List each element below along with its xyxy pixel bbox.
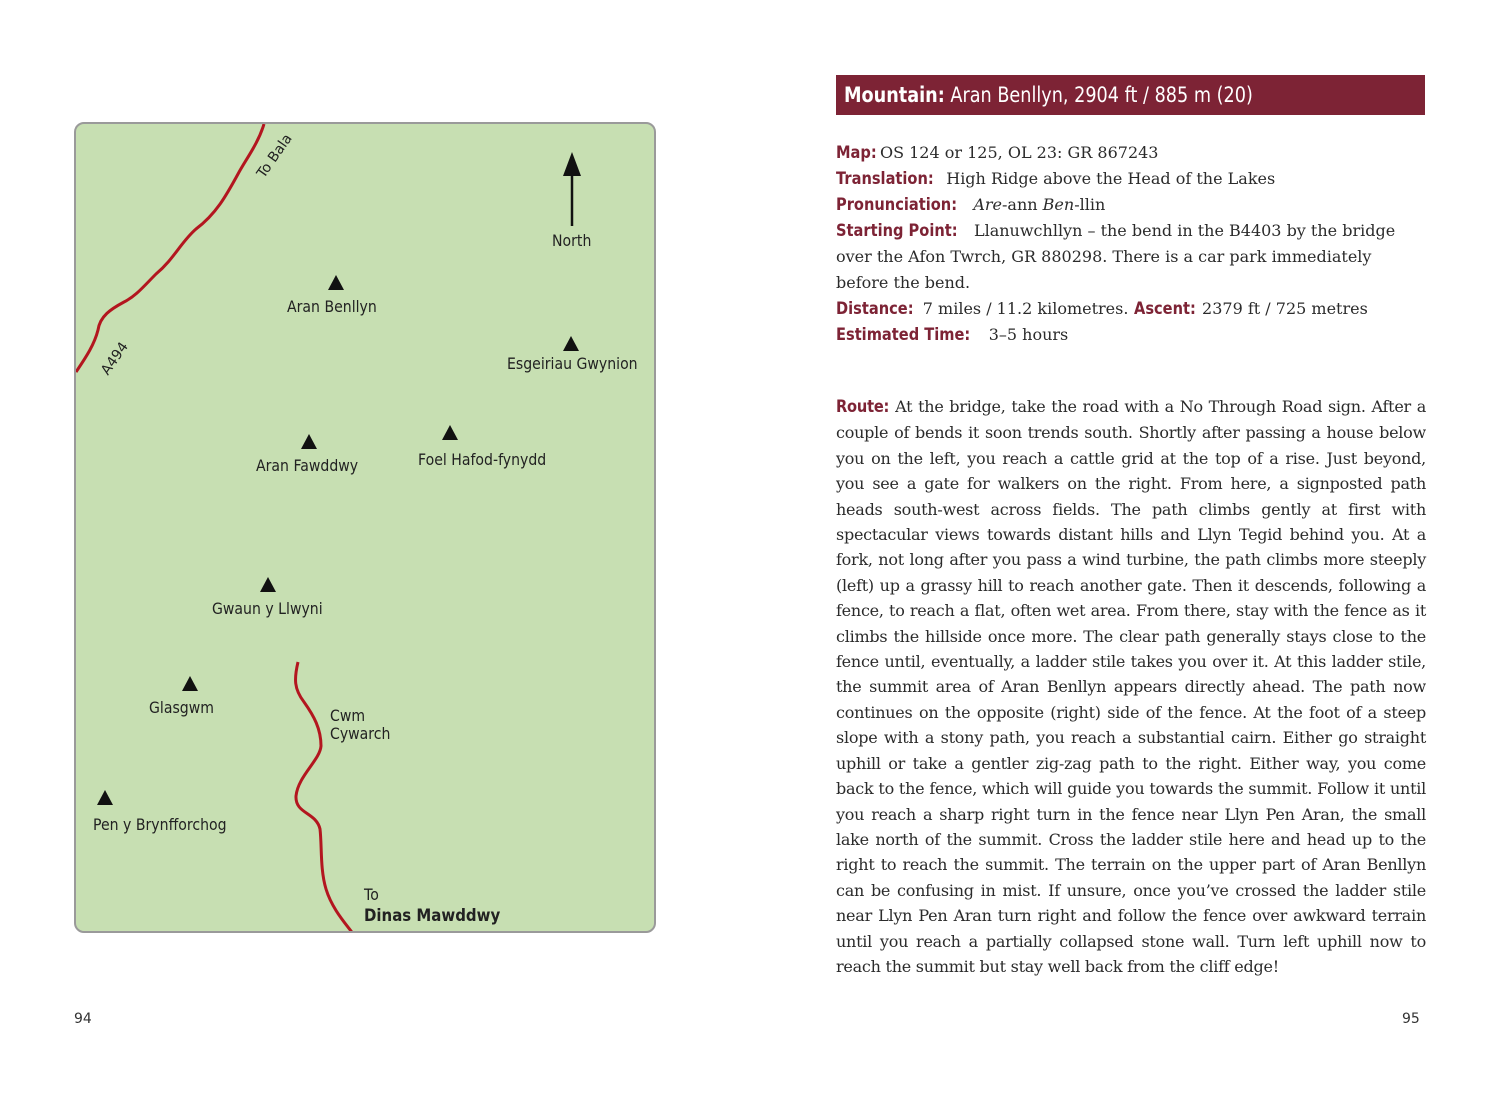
road-label-dinas-mawddwy: Dinas Mawddwy [364, 906, 501, 926]
peak-label: Gwaun y Llwyni [212, 599, 323, 618]
fact-distance [836, 296, 1426, 322]
valley-label-cwm: Cwm [330, 706, 366, 725]
page-number-right: 95 [1402, 1011, 1420, 1027]
peak-label: Pen y Brynfforchog [93, 815, 227, 834]
peak-icon [260, 577, 276, 592]
north-label: North [552, 231, 592, 250]
north-arrow-icon [563, 152, 581, 176]
road-label-a494: A494 [98, 339, 132, 379]
route-description [836, 394, 1426, 979]
fact-value: 7 miles / 11.2 kilometres. [922, 299, 1129, 318]
valley-label-cywarch: Cywarch [330, 724, 391, 743]
fact-value [973, 195, 1105, 214]
fact-translation [836, 166, 1426, 192]
pron-part: Are [973, 195, 1003, 214]
title-value: Aran Benllyn, 2904 ft / 885 m (20) [950, 83, 1253, 107]
peak-icon [563, 336, 579, 351]
peak-icon [301, 434, 317, 449]
peak-label: Aran Benllyn [287, 297, 377, 316]
peak-icon [328, 275, 344, 290]
road-cwm-cywarch [296, 662, 354, 933]
peak-label: Esgeiriau Gwynion [507, 354, 638, 373]
fact-value: OS 124 or 125, OL 23: GR 867243 [879, 143, 1159, 162]
fact-value: 2379 ft / 725 metres [1202, 299, 1368, 318]
fact-label: Starting Point: [836, 221, 958, 241]
fact-map [836, 140, 1426, 166]
fact-value: 3–5 hours [988, 325, 1069, 344]
fact-label: Estimated Time: [836, 325, 971, 345]
fact-label: Pronunciation: [836, 195, 958, 215]
right-page [750, 0, 1500, 1094]
fact-label: Translation: [836, 169, 934, 189]
fact-label: Ascent: [1133, 299, 1196, 319]
peak-label: Foel Hafod-fynydd [418, 450, 547, 469]
title-bar [836, 75, 1425, 115]
fact-value: High Ridge above the Head of the Lakes [946, 169, 1276, 188]
fact-value: Llanuwchllyn – the bend in the B4403 by the bridge over the Afon Twrch, GR 880298. There is a car park immediately before the bend. [836, 221, 1396, 292]
route-map [74, 122, 656, 933]
peak-icon [97, 790, 113, 805]
road-label-to: To [364, 885, 379, 904]
road-a494 [76, 124, 264, 372]
pron-part: Ben [1042, 195, 1075, 214]
fact-pronunciation [836, 192, 1426, 218]
peak-icon [442, 425, 458, 440]
fact-label: Map: [836, 143, 877, 163]
peak-label: Aran Fawddwy [256, 456, 359, 475]
facts-block [836, 140, 1426, 348]
peak-icon [182, 676, 198, 691]
fact-estimated-time [836, 322, 1426, 348]
pron-part: -llin [1074, 195, 1106, 214]
page-number-left: 94 [74, 1011, 92, 1027]
pron-part: -ann [1002, 195, 1043, 214]
fact-starting-point [836, 218, 1426, 296]
road-label-to-bala: To Bala [254, 131, 296, 182]
route-text: At the bridge, take the road with a No Through Road sign. After a couple of bends it soon trends south. Shortly after passing a house below you on the left, you reach a cattle grid at the top of a rise. Just beyond, you see a gate for walkers on the right. From here, a signposted path heads south-west across fields. The path climbs gently at first with spectacular views towards distant hills and Llyn Tegid behind you. At a fork, not long after you pass a wind turbine, the path climbs more steeply (left) up a grassy hill to reach another gate. Then it descends, following a fence, to reach a flat, often wet area. From there, stay with the fence as it climbs the hillside once more. The clear path generally stays close to the fence until, eventually, a ladder stile takes you over it. At this ladder stile, the summit area of Aran Benllyn appears directly ahead. The path now continues on the opposite (right) side of the fence. At the foot of a steep slope with a stony path, you reach a substantial cairn. Either go straight uphill or take a gentler zig-zag path to the right. Either way, you come back to the fence, which will guide you towards the summit. Follow it until you reach a sharp right turn in the fence near Llyn Pen Aran, the small lake north of the summit. Cross the ladder stile here and head up to the right to reach the summit. The terrain on the upper part of Aran Benllyn can be confusing in mist. If unsure, once you’ve crossed the ladder stile near Llyn Pen Aran turn right and follow the fence over awkward terrain until you reach a partially collapsed stone wall. Turn left uphill now to reach the summit but stay well back from the cliff edge! [836, 397, 1427, 976]
title-label: Mountain: [844, 83, 945, 107]
peak-label: Glasgwm [149, 698, 214, 717]
route-label: Route: [836, 397, 890, 417]
fact-label: Distance: [836, 299, 914, 319]
